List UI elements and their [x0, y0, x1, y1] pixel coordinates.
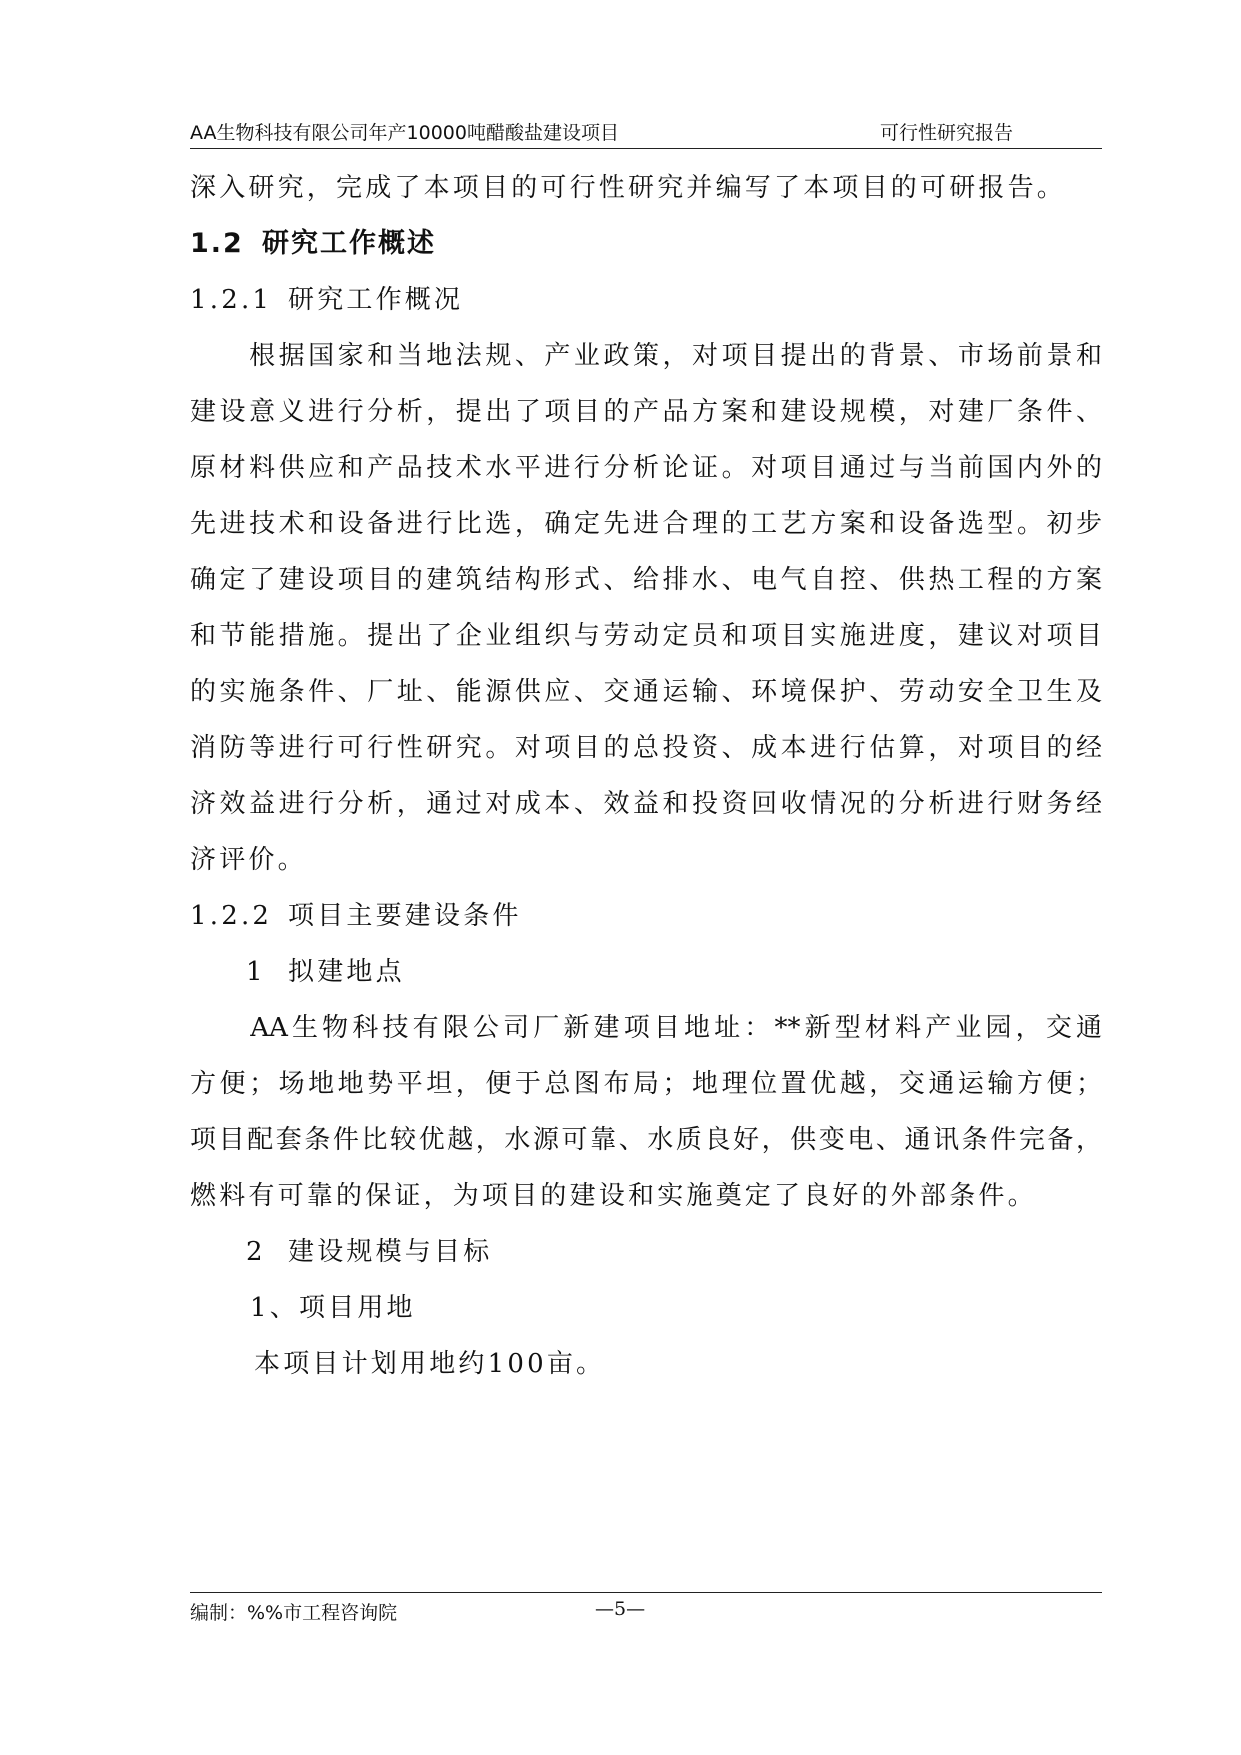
paragraph-line: 消防等进行可行性研究。对项目的总投资、成本进行估算，对项目的经 [190, 733, 1102, 763]
section-title: 研究工作概述 [262, 228, 436, 259]
paragraph-line: 本项目计划用地约100亩。 [254, 1349, 606, 1379]
item-number: 2 [246, 1237, 266, 1267]
paragraph-line: 根据国家和当地法规、产业政策，对项目提出的背景、市场前景和 [190, 341, 1102, 371]
subsection-title: 项目主要建设条件 [288, 901, 522, 931]
section-heading-1-2-2 [190, 896, 522, 936]
paragraph-line: 济效益进行分析，通过对成本、效益和投资回收情况的分析进行财务经 [190, 789, 1102, 819]
section-number: 1.2 [190, 228, 244, 259]
paragraph-line: 燃料有可靠的保证，为项目的建设和实施奠定了良好的外部条件。 [190, 1181, 1037, 1211]
section-heading-1-2-1 [190, 280, 463, 320]
section-heading-1-2 [190, 224, 436, 264]
header-report-type: 可行性研究报告 [880, 122, 1014, 144]
footer-compiler: 编制：%%市工程咨询院 [190, 1602, 398, 1624]
page-number: —5— [595, 1598, 646, 1620]
subsection-number: 1.2.2 [190, 901, 273, 931]
subsection-title: 研究工作概况 [288, 285, 464, 315]
item-title: 拟建地点 [288, 957, 405, 987]
item-title: 建设规模与目标 [288, 1237, 493, 1267]
paragraph-line: 先进技术和设备进行比选，确定先进合理的工艺方案和设备选型。初步 [190, 509, 1102, 539]
paragraph-line: 建设意义进行分析，提出了项目的产品方案和建设规模，对建厂条件、 [190, 397, 1102, 427]
intro-line: 深入研究，完成了本项目的可行性研究并编写了本项目的可研报告。 [190, 173, 1067, 203]
sub-item-heading: 1、项目用地 [250, 1293, 416, 1323]
paragraph-line: 和节能措施。提出了企业组织与劳动定员和项目实施进度，建议对项目 [190, 621, 1102, 651]
paragraph-line: 济评价。 [190, 845, 307, 875]
footer-divider [190, 1592, 1102, 1593]
page-footer [190, 1598, 1102, 1628]
item-heading-1 [246, 952, 405, 992]
subsection-number: 1.2.1 [190, 285, 273, 315]
paragraph-line: 原材料供应和产品技术水平进行分析论证。对项目通过与当前国内外的 [190, 453, 1102, 483]
paragraph-line: 项目配套条件比较优越，水源可靠、水质良好，供变电、通讯条件完备， [190, 1125, 1102, 1155]
paragraph-line: AA生物科技有限公司厂新建项目地址：**新型材料产业园，交通 [190, 1013, 1102, 1043]
header-divider [190, 148, 1102, 149]
item-heading-2 [246, 1232, 492, 1272]
paragraph-line: 的实施条件、厂址、能源供应、交通运输、环境保护、劳动安全卫生及 [190, 677, 1102, 707]
paragraph-line: 确定了建设项目的建筑结构形式、给排水、电气自控、供热工程的方案 [190, 565, 1102, 595]
paragraph-line: 方便；场地地势平坦，便于总图布局；地理位置优越，交通运输方便； [190, 1069, 1102, 1099]
page-header [190, 112, 1102, 148]
item-number: 1 [246, 957, 266, 987]
header-project-title: AA生物科技有限公司年产10000吨醋酸盐建设项目 [190, 122, 619, 144]
